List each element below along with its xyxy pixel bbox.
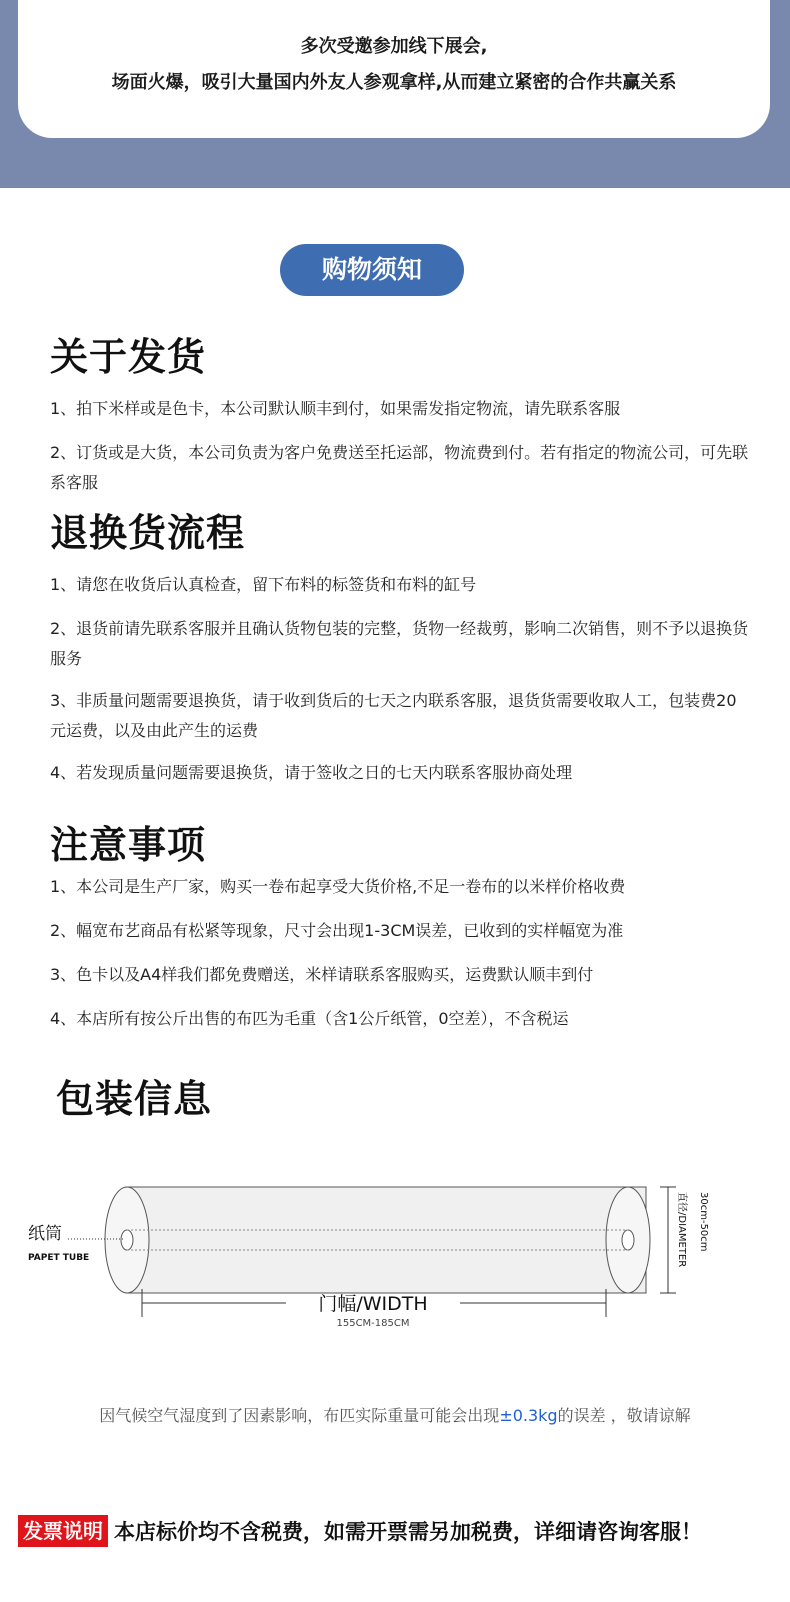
weight-note-highlight: ±0.3kg — [499, 1406, 558, 1425]
shipping-item-1: 1、拍下米样或是色卡，本公司默认顺丰到付，如果需发指定物流，请先联系客服 — [50, 399, 621, 418]
diameter-label: 直径/DIAMETER — [676, 1192, 687, 1268]
weight-note-before: 因气候空气湿度到了因素影响，布匹实际重量可能会出现 — [99, 1406, 500, 1425]
invoice-text: 本店标价均不含税费，如需开票需另加税费，详细请咨询客服！ — [114, 1520, 702, 1544]
invoice-tag: 发票说明 — [18, 1515, 108, 1547]
diameter-range: 30cm-50cm — [698, 1192, 709, 1252]
shipping-item-2: 2、订货或是大货，本公司负责为客户免费送至托运部，物流费到付。若有指定的物流公司，可先联系客服 — [50, 443, 749, 492]
tube-hole-right — [622, 1230, 634, 1250]
intro-card — [18, 0, 770, 138]
shipping-title: 关于发货 — [50, 335, 207, 379]
weight-note — [0, 1403, 790, 1426]
shopping-notice-pill: 购物须知 — [280, 244, 464, 296]
tube-label: 纸筒 — [28, 1224, 62, 1244]
intro-line-2: 场面火爆，吸引大量国内外友人参观拿样,从而建立紧密的合作共赢关系 — [111, 72, 677, 93]
tube-label-en: PAPET TUBE — [28, 1253, 90, 1263]
notes-item-3: 3、色卡以及A4样我们都免费赠送，米样请联系客服购买，运费默认顺丰到付 — [50, 965, 594, 984]
intro-line-1: 多次受邀参加线下展会, — [300, 36, 488, 57]
notes-item-2: 2、幅宽布艺商品有松紧等现象，尺寸会出现1-3CM误差，已收到的实样幅宽为准 — [50, 921, 624, 940]
width-label: 门幅/WIDTH — [318, 1293, 428, 1315]
returns-item-4: 4、若发现质量问题需要退换货，请于签收之日的七天内联系客服协商处理 — [50, 763, 573, 782]
packaging-title: 包装信息 — [56, 1077, 213, 1121]
tube-diagram — [0, 1170, 790, 1370]
returns-item-3: 3、非质量问题需要退换货，请于收到货后的七天之内联系客服，退货货需要收取人工，包装费20元运费，以及由此产生的运费 — [50, 691, 737, 740]
notes-title: 注意事项 — [50, 823, 207, 867]
invoice-note — [18, 1513, 702, 1549]
fabric-roll-body — [126, 1187, 646, 1293]
notes-item-1: 1、本公司是生产厂家，购买一卷布起享受大货价格,不足一卷布的以米样价格收费 — [50, 877, 626, 896]
top-band — [0, 0, 790, 188]
width-range: 155CM-185CM — [336, 1318, 410, 1329]
notes-item-4: 4、本店所有按公斤出售的布匹为毛重（含1公斤纸管，0空差），不含税运 — [50, 1009, 569, 1028]
returns-item-1: 1、请您在收货后认真检查，留下布料的标签货和布料的缸号 — [50, 575, 477, 594]
returns-item-2: 2、退货前请先联系客服并且确认货物包装的完整，货物一经裁剪，影响二次销售，则不予以退换货服务 — [50, 619, 749, 668]
tube-hole-left — [121, 1230, 133, 1250]
weight-note-after: 的误差 ，敬请谅解 — [557, 1406, 691, 1425]
returns-title: 退换货流程 — [50, 511, 246, 555]
